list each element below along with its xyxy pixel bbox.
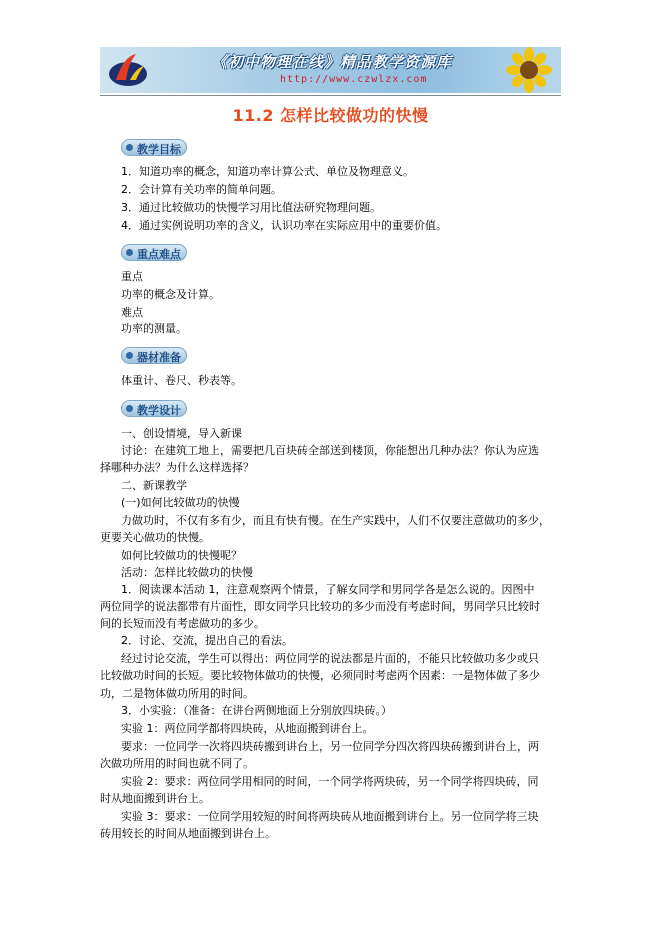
section-badge-keypoints: 重点难点 <box>121 244 187 261</box>
header-divider <box>100 95 561 96</box>
design-line: 两位同学的说法都带有片面性，即女同学只比较功的多少而没有考虑时间，男同学只比较时 <box>100 600 540 613</box>
keypoint-line: 难点 <box>121 306 143 319</box>
keypoint-line: 功率的测量。 <box>121 322 187 335</box>
design-line: 要求：一位同学一次将四块砖搬到讲台上，另一位同学分四次将四块砖搬到讲台上，两 <box>121 740 539 753</box>
design-line: 经过讨论交流，学生可以得出：两位同学的说法都是片面的，不能只比较做功多少或只 <box>121 652 539 665</box>
design-line: 择哪种办法？为什么这样选择？ <box>100 461 254 474</box>
objective-item: 3．通过比较做功的快慢学习用比值法研究物理问题。 <box>121 201 381 214</box>
design-line: 1．阅读课本活动 1，注意观察两个情景，了解女同学和男同学各是怎么说的。因图中 <box>121 583 535 596</box>
section-badge-objectives: 教学目标 <box>121 139 187 156</box>
design-line: 时从地面搬到讲台上。 <box>100 792 210 805</box>
design-line: (一)如何比较做功的快慢 <box>121 496 240 509</box>
design-line: 3．小实验：（准备：在讲台两侧地面上分别放四块砖。） <box>121 704 392 717</box>
materials-line: 体重计、卷尺、秒表等。 <box>121 374 242 387</box>
design-line: 更要关心做功的快慢。 <box>100 531 210 544</box>
banner-title: 《初中物理在线》精品教学资源库 <box>212 53 453 71</box>
design-line: 一、创设情境，导入新课 <box>121 427 242 440</box>
objective-item: 2．会计算有关功率的简单问题。 <box>121 183 282 196</box>
bullet-icon <box>126 144 133 151</box>
design-line: 砖用较长的时间从地面搬到讲台上。 <box>100 827 276 840</box>
design-line: 次做功所用的时间也就不同了。 <box>100 757 254 770</box>
design-line: 力做功时，不仅有多有少，而且有快有慢。在生产实践中，人们不仅要注意做功的多少， <box>121 514 550 527</box>
design-line: 实验 1：两位同学都将四块砖，从地面搬到讲台上。 <box>121 722 374 735</box>
bullet-icon <box>126 405 133 412</box>
keypoint-line: 重点 <box>121 270 143 283</box>
objective-item: 4．通过实例说明功率的含义，认识功率在实际应用中的重要价值。 <box>121 219 447 232</box>
site-logo-icon <box>106 50 150 90</box>
design-line: 比较做功时间的长短。要比较物体做功的快慢，必须同时考虑两个因素：一是物体做了多少 <box>100 669 540 682</box>
page-title: 11.2 怎样比较做功的快慢 <box>232 106 429 125</box>
keypoint-line: 功率的概念及计算。 <box>121 288 220 301</box>
bullet-icon <box>126 249 133 256</box>
header-banner <box>100 47 561 93</box>
design-line: 讨论：在建筑工地上，需要把几百块砖全部送到楼顶，你能想出几种办法？你认为应选 <box>121 444 539 457</box>
design-line: 二、新课教学 <box>121 479 187 492</box>
section-badge-materials: 器材准备 <box>121 347 187 364</box>
design-line: 功，二是物体做功所用的时间。 <box>100 687 254 700</box>
bullet-icon <box>126 352 133 359</box>
design-line: 间的长短而没有考虑做功的多少。 <box>100 617 265 630</box>
design-line: 2．讨论、交流，提出自己的看法。 <box>121 634 293 647</box>
banner-url: http://www.czwlzx.com <box>280 74 428 85</box>
design-line: 实验 3：要求：一位同学用较短的时间将两块砖从地面搬到讲台上。另一位同学将三块 <box>121 810 539 823</box>
design-line: 如何比较做功的快慢呢？ <box>121 549 242 562</box>
objective-item: 1．知道功率的概念，知道功率计算公式、单位及物理意义。 <box>121 165 414 178</box>
sunflower-icon <box>499 47 559 93</box>
design-line: 实验 2：要求：两位同学用相同的时间，一个同学将两块砖，另一个同学将四块砖，同 <box>121 775 539 788</box>
design-line: 活动：怎样比较做功的快慢 <box>121 566 253 579</box>
section-badge-design: 教学设计 <box>121 400 187 417</box>
